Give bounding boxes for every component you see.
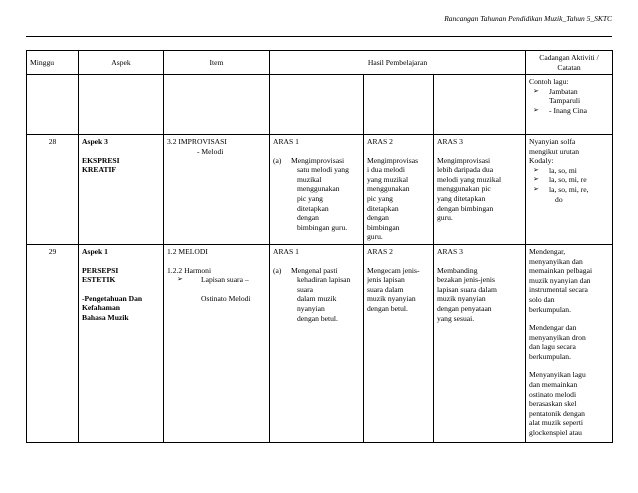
aspek-name: PERSEPSI [82, 265, 119, 275]
aras-title: ARAS 1 [273, 137, 299, 146]
aspek-title: Aspek 1 [82, 246, 108, 256]
item-line: 1.2.2 Harmoni [167, 265, 212, 275]
item-line: 1.2 MELODI [167, 246, 208, 256]
aras3-cell: ARAS 3 Mengimprovisasi lebih daripada dua melodi yang muzikal menggunakan pic yang ditetapkan dengan bimbingan guru. [434, 135, 526, 245]
aras-title: ARAS 1 [273, 246, 299, 256]
cell-contoh-lagu [526, 75, 613, 135]
table-row-week-28 [27, 135, 613, 245]
song-item: ➢ Jambatan Tamparuli [529, 87, 609, 106]
week-number: 29 [27, 244, 79, 442]
header-rule [26, 36, 612, 37]
aras3-cell: ARAS 3 Membanding bezakan jenis-jenis lapisan suara dalam muzik nyanyian dengan penyataan yang sesuai. [434, 244, 526, 442]
item-cell [164, 135, 270, 245]
aras1-cell: ARAS 1 (a) Mengenal pasti kehadiran lapisan suara dalam muzik nyanyian dengan betul. [270, 244, 364, 442]
aras-title: ARAS 3 [437, 246, 463, 256]
aspek-name: EKSPRESI [82, 155, 120, 165]
table-header-row [27, 51, 613, 75]
item-bullet-cont: Ostinato Melodi [201, 293, 251, 303]
item-cell [164, 244, 270, 442]
item-bullet: ➢ Lapisan suara – [173, 275, 266, 285]
page-header: Rancangan Tahunan Pendidikan Muzik_Tahun 5_SKTC [444, 14, 612, 23]
table-row-continued [27, 75, 613, 135]
aras2-cell: ARAS 2 Mengimprovisas i dua melodi yang muzikal menggunakan pic yang ditetapkan dengan bimbingan guru. [364, 135, 434, 245]
contoh-label: Contoh lagu: [529, 77, 569, 86]
col-minggu: Minggu [27, 51, 79, 75]
aras1-cell: ARAS 1 (a) Mengimprovisasi satu melodi yang muzikal menggunakan pic yang ditetapkan dengan bimbingan guru. [270, 135, 364, 245]
aspek-title: Aspek 3 [82, 137, 108, 146]
aspek-cell [79, 244, 164, 442]
col-item: Item [164, 51, 270, 75]
table-row-week-29 [27, 244, 613, 442]
aspek-sub: -Pengetahuan Dan [82, 293, 143, 303]
aspek-name: ESTETIK [82, 275, 116, 285]
col-cadangan: Cadangan Aktiviti / Catatan [526, 51, 613, 75]
solfa-item: ➢ la, so, mi, re [529, 175, 609, 185]
col-aspek: Aspek [79, 51, 164, 75]
item-line: 3.2 IMPROVISASI [167, 137, 227, 146]
solfa-item: ➢ la, so, mi, re, [529, 185, 609, 195]
yearly-plan-table [26, 50, 613, 443]
col-hasil: Hasil Pembelajaran [270, 51, 526, 75]
aras-title: ARAS 2 [367, 246, 393, 256]
week-number: 28 [27, 135, 79, 245]
item-sub: - Melodi [197, 146, 224, 156]
song-item: ➢ - Inang Cina [529, 106, 609, 116]
aras-marker: (a) [273, 265, 282, 275]
aspek-sub: Bahasa Muzik [82, 312, 129, 322]
solfa-item: ➢ la, so, mi [529, 166, 609, 176]
aspek-cell [79, 135, 164, 245]
aras-marker: (a) [273, 155, 282, 165]
cadangan-cell: Mendengar, menyanyikan dan memainkan pelbagai muzik nyanyian dan instrumental secara solo dan berkumpulan. Mendengar dan menyanyikan dron dan lagu secara berkumpulan. Menyanyikan lagu dan memainkan ostinato melodi berasaskan skel pentatonik dengan alat muzik seperti glockenspiel atau [526, 244, 613, 442]
aspek-sub: Kefahaman [82, 303, 120, 313]
cadangan-cell: Nyanyian solfa mengikut urutan Kodaly: ➢ la, so, mi ➢ la, so, mi, re ➢ la, so, mi, re, do [526, 135, 613, 245]
aras2-cell: ARAS 2 Mengecam jenis- jenis lapisan suara dalam muzik nyanyian dengan betul. [364, 244, 434, 442]
aspek-name: KREATIF [82, 165, 117, 175]
aras-title: ARAS 3 [437, 137, 463, 146]
aras-title: ARAS 2 [367, 137, 393, 146]
